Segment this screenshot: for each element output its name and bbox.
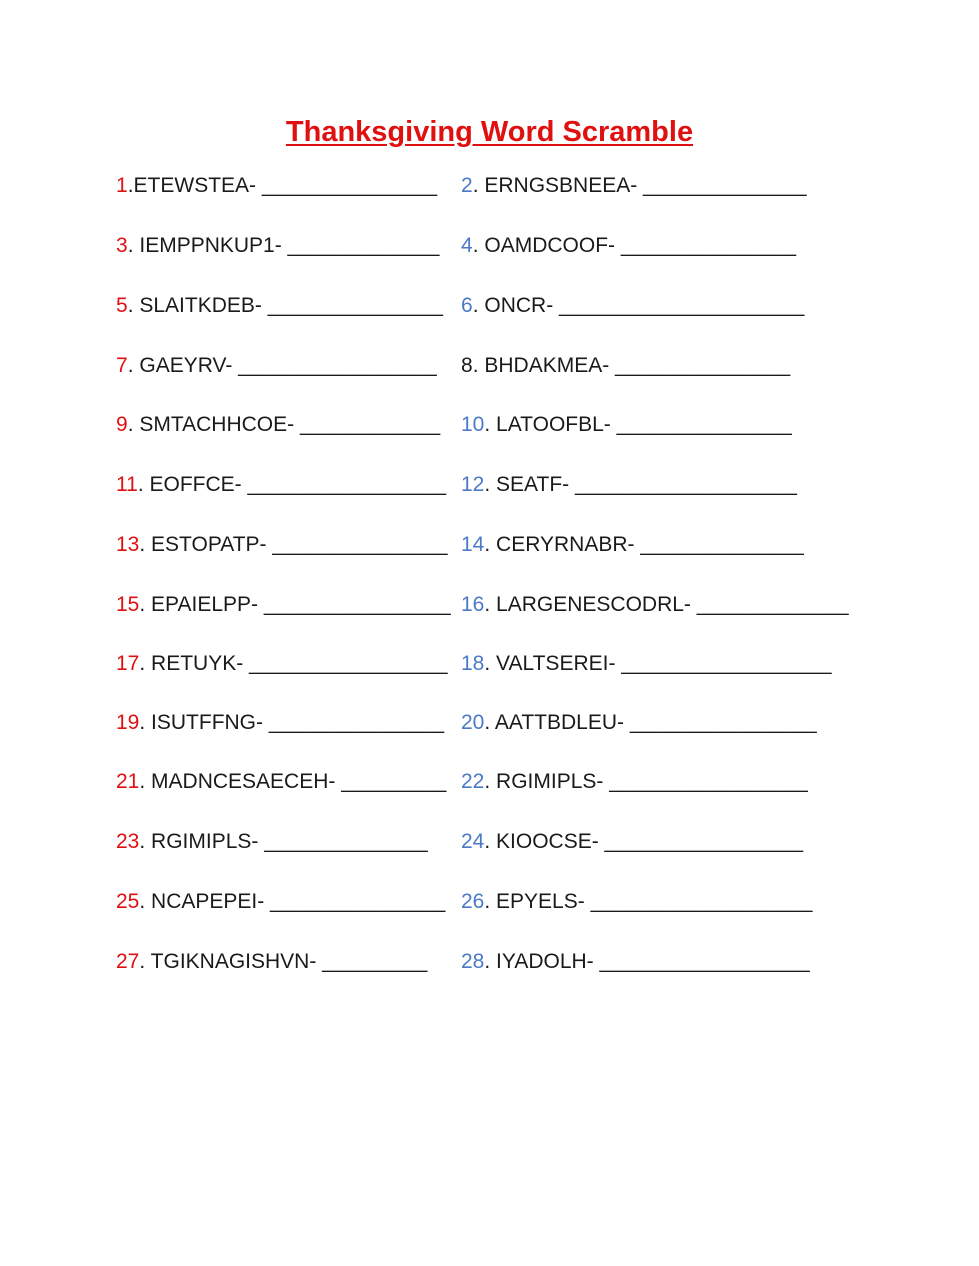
item-separator: . [484, 950, 497, 973]
scrambled-word: ESTOPATP- _______________ [151, 533, 448, 556]
item-separator: . [484, 770, 497, 793]
scramble-row [0, 590, 979, 620]
scramble-item [116, 767, 446, 797]
item-separator: . [484, 413, 497, 436]
scrambled-word: ONCR- _____________________ [484, 294, 805, 317]
item-separator: . [139, 711, 152, 734]
scramble-item [461, 291, 804, 321]
item-number: 20 [461, 711, 485, 734]
item-separator: . [472, 354, 485, 377]
scramble-item [116, 827, 428, 857]
scrambled-word: AATTBDLEU- ________________ [494, 711, 817, 734]
item-separator: . [484, 473, 497, 496]
scrambled-word: SMTACHHCOE- ____________ [139, 413, 441, 436]
item-separator: . [484, 533, 497, 556]
item-separator: . [139, 890, 152, 913]
scramble-item [461, 231, 796, 261]
item-separator: . [137, 473, 150, 496]
item-separator: . [127, 234, 140, 257]
scramble-row [0, 470, 979, 500]
scramble-row [0, 351, 979, 381]
scramble-item [116, 947, 427, 977]
scrambled-word: ETEWSTEA- _______________ [133, 174, 438, 197]
scrambled-word: LARGENESCODRL- _____________ [496, 593, 849, 616]
item-separator: . [127, 354, 140, 377]
scramble-item [461, 767, 808, 797]
item-separator: . [139, 830, 152, 853]
item-number: 14 [461, 533, 485, 556]
scramble-item [116, 708, 444, 738]
item-number: 9 [116, 413, 128, 436]
item-number: 17 [116, 652, 140, 675]
scramble-item [116, 470, 446, 500]
scramble-item [461, 590, 849, 620]
scramble-item [461, 410, 792, 440]
scramble-item [461, 827, 803, 857]
item-number: 19 [116, 711, 140, 734]
item-number: 10 [461, 413, 485, 436]
scramble-item [461, 947, 810, 977]
scramble-item [116, 291, 443, 321]
item-separator: . [127, 174, 134, 197]
item-separator: . [139, 950, 151, 973]
item-number: 26 [461, 890, 485, 913]
scramble-item [116, 649, 448, 679]
scrambled-word: KIOOCSE- _________________ [496, 830, 804, 853]
scrambled-word: TGIKNAGISHVN- _________ [150, 950, 428, 973]
item-number: 8 [461, 354, 473, 377]
item-separator: . [484, 711, 495, 734]
item-number: 11 [116, 473, 138, 496]
item-number: 15 [116, 593, 140, 616]
item-separator: . [472, 294, 485, 317]
scramble-item [116, 530, 448, 560]
scramble-row [0, 827, 979, 857]
scrambled-word: LATOOFBL- _______________ [496, 413, 792, 436]
item-separator: . [484, 593, 497, 616]
scramble-row [0, 708, 979, 738]
scramble-row [0, 767, 979, 797]
item-separator: . [139, 652, 152, 675]
scramble-row [0, 231, 979, 261]
item-number: 12 [461, 473, 485, 496]
item-separator: . [484, 652, 497, 675]
item-separator: . [472, 174, 485, 197]
scrambled-word: ISUTFFNG- _______________ [151, 711, 445, 734]
item-number: 5 [116, 294, 128, 317]
scramble-row [0, 530, 979, 560]
item-number: 13 [116, 533, 140, 556]
scrambled-word: GAEYRV- _________________ [139, 354, 437, 377]
item-separator: . [139, 533, 152, 556]
item-number: 1 [116, 174, 128, 197]
scrambled-word: RGIMIPLS- ______________ [151, 830, 428, 853]
scrambled-word: IYADOLH- __________________ [496, 950, 810, 973]
item-separator: . [484, 830, 497, 853]
item-separator: . [127, 294, 140, 317]
scrambled-word: BHDAKMEA- _______________ [484, 354, 791, 377]
scramble-row [0, 291, 979, 321]
scrambled-word: IEMPPNKUP1- _____________ [139, 234, 440, 257]
item-number: 28 [461, 950, 485, 973]
item-number: 6 [461, 294, 473, 317]
scrambled-word: RGIMIPLS- _________________ [496, 770, 808, 793]
page-title: Thanksgiving Word Scramble [285, 116, 694, 148]
item-number: 25 [116, 890, 140, 913]
item-number: 27 [116, 950, 140, 973]
scrambled-word: RETUYK- _________________ [151, 652, 448, 675]
item-number: 16 [461, 593, 485, 616]
scramble-item [461, 171, 807, 201]
item-separator: . [139, 593, 152, 616]
scrambled-word: EPAIELPP- ________________ [151, 593, 451, 616]
scramble-item [461, 887, 812, 917]
scrambled-word: OAMDCOOF- _______________ [484, 234, 797, 257]
scramble-item [116, 351, 437, 381]
scramble-item [461, 530, 804, 560]
scramble-item [116, 231, 439, 261]
scrambled-word: EOFFCE- _________________ [149, 473, 447, 496]
scramble-row [0, 410, 979, 440]
scramble-item [116, 887, 445, 917]
scramble-item [461, 470, 797, 500]
item-number: 2 [461, 174, 473, 197]
scrambled-word: SEATF- ___________________ [496, 473, 797, 496]
item-number: 21 [116, 770, 140, 793]
scramble-row [0, 947, 979, 977]
scramble-item [116, 171, 437, 201]
scramble-item [461, 351, 790, 381]
item-separator: . [127, 413, 140, 436]
item-number: 22 [461, 770, 485, 793]
item-number: 23 [116, 830, 140, 853]
item-number: 7 [116, 354, 128, 377]
scramble-item [461, 649, 832, 679]
scramble-item [116, 410, 440, 440]
scrambled-word: EPYELS- ___________________ [496, 890, 813, 913]
item-separator: . [472, 234, 485, 257]
scramble-row [0, 887, 979, 917]
scrambled-word: SLAITKDEB- _______________ [139, 294, 443, 317]
scramble-row [0, 171, 979, 201]
scramble-item [116, 590, 451, 620]
scrambled-word: MADNCESAECEH- _________ [151, 770, 447, 793]
item-separator: . [139, 770, 152, 793]
scrambled-word: NCAPEPEI- _______________ [151, 890, 446, 913]
scrambled-word: ERNGSBNEEA- ______________ [484, 174, 807, 197]
scrambled-word: CERYRNABR- ______________ [496, 533, 804, 556]
scramble-row [0, 649, 979, 679]
scrambled-word: VALTSEREI- __________________ [496, 652, 832, 675]
item-separator: . [484, 890, 497, 913]
scramble-item [461, 708, 817, 738]
item-number: 24 [461, 830, 485, 853]
item-number: 3 [116, 234, 128, 257]
item-number: 18 [461, 652, 485, 675]
item-number: 4 [461, 234, 473, 257]
